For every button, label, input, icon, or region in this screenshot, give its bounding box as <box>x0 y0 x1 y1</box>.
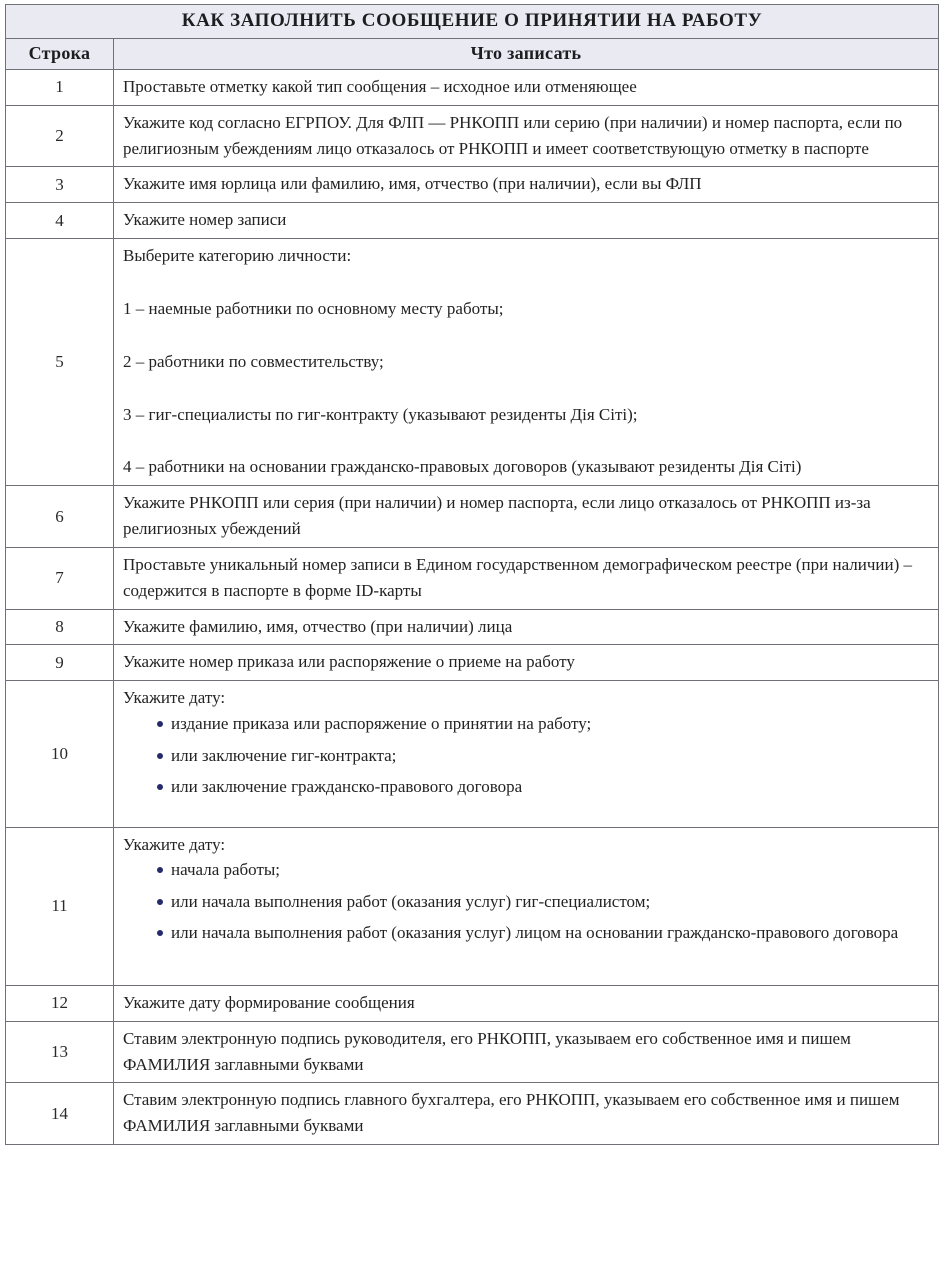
instruction-cell <box>114 239 939 486</box>
table-row <box>6 645 939 681</box>
cell-bottom-spacer <box>123 800 930 822</box>
instruction-cell <box>114 203 939 239</box>
instruction-text-block <box>123 990 930 1016</box>
table-row <box>6 1021 939 1083</box>
row-number-cell: 8 <box>6 609 114 645</box>
instruction-paragraph: Проставьте уникальный номер записи в Едином государственном демографическом реестре (при наличии) – содержится в паспорте в форме ID-карты <box>123 554 913 600</box>
table-row <box>6 105 939 167</box>
instruction-paragraph: Ставим электронную подпись руководителя, его РНКОПП, указываем его собственное имя и пишем ФАМИЛИЯ заглавными буквами <box>123 1028 851 1074</box>
table-row <box>6 681 939 827</box>
table-header <box>6 5 939 70</box>
instruction-bullet-item: или заключение гражданско-правового договора <box>157 774 930 800</box>
instruction-bullet-list <box>123 711 930 800</box>
instruction-bullet-list <box>123 857 930 946</box>
instruction-cell <box>114 547 939 609</box>
instruction-text-block <box>123 552 930 604</box>
instruction-text-block <box>123 832 930 858</box>
table-row <box>6 167 939 203</box>
instruction-cell <box>114 1021 939 1083</box>
table-row <box>6 1083 939 1145</box>
row-number-cell: 4 <box>6 203 114 239</box>
table-row <box>6 985 939 1021</box>
row-number-cell: 11 <box>6 827 114 985</box>
instruction-paragraph: Укажите РНКОПП или серия (при наличии) и номер паспорта, если лицо отказалось от РНКОПП из-за религиозных убеждений <box>123 493 871 539</box>
instruction-cell <box>114 645 939 681</box>
table-row <box>6 827 939 985</box>
instruction-paragraph: Проставьте отметку какой тип сообщения – исходное или отменяющее <box>123 77 637 96</box>
instruction-paragraph: Укажите фамилию, имя, отчество (при наличии) лица <box>123 616 513 636</box>
table-row <box>6 486 939 548</box>
row-number-cell: 12 <box>6 985 114 1021</box>
instruction-cell <box>114 70 939 106</box>
instruction-cell <box>114 105 939 167</box>
instruction-cell <box>114 681 939 827</box>
instruction-text-block <box>123 110 930 162</box>
instruction-text-block <box>123 1026 930 1078</box>
table-row <box>6 547 939 609</box>
instruction-bullet-item: или начала выполнения работ (оказания услуг) гиг-специалистом; <box>157 889 930 915</box>
instruction-paragraph: Выберите категорию личности: <box>123 246 352 266</box>
fill-instructions-table <box>5 4 939 1145</box>
instruction-text-block <box>123 243 930 480</box>
row-number-cell: 6 <box>6 486 114 548</box>
document-title: КАК ЗАПОЛНИТЬ СООБЩЕНИЕ О ПРИНЯТИИ НА РАБОТУ <box>6 5 939 39</box>
instruction-bullet-item: или начала выполнения работ (оказания услуг) лицом на основании гражданско-правового договора <box>157 920 930 946</box>
instruction-text-block <box>123 490 930 542</box>
table-title-row <box>6 5 939 39</box>
instruction-text-block <box>123 171 930 197</box>
column-header-what-to-write: Что записать <box>114 39 939 70</box>
instruction-cell <box>114 609 939 645</box>
instruction-paragraph: Укажите дату: <box>123 834 226 854</box>
instruction-paragraph: 2 – работники по совместительству; <box>123 351 384 371</box>
instruction-text-block <box>123 649 930 675</box>
instruction-bullet-item: издание приказа или распоряжение о принятии на работу; <box>157 711 930 737</box>
instruction-bullet-item: или заключение гиг-контракта; <box>157 743 930 769</box>
instruction-paragraph: Ставим электронную подпись главного бухгалтера, его РНКОПП, указываем его собственное имя и пишем ФАМИЛИЯ заглавными буквами <box>123 1090 900 1136</box>
instruction-paragraph: 3 – гиг-специалисты по гиг-контракту (указывают резиденты Дія Сіті); <box>123 404 638 424</box>
instruction-text-block <box>123 1087 930 1139</box>
table-row <box>6 70 939 106</box>
instruction-cell <box>114 486 939 548</box>
instruction-cell <box>114 827 939 985</box>
instruction-text-block <box>123 207 930 233</box>
table-body <box>6 70 939 1145</box>
instruction-paragraph: Укажите номер приказа или распоряжение о приеме на работу <box>123 652 575 672</box>
table-row <box>6 203 939 239</box>
row-number-cell: 2 <box>6 105 114 167</box>
row-number-cell: 7 <box>6 547 114 609</box>
row-number-cell: 5 <box>6 239 114 486</box>
row-number-cell: 1 <box>6 70 114 106</box>
instruction-paragraph: 1 – наемные работники по основному месту работы; <box>123 298 504 318</box>
row-number-cell: 3 <box>6 167 114 203</box>
row-number-cell: 10 <box>6 681 114 827</box>
instruction-cell <box>114 1083 939 1145</box>
instruction-paragraph: Укажите дату: <box>123 688 226 708</box>
table-column-header-row <box>6 39 939 70</box>
instruction-cell <box>114 167 939 203</box>
cell-bottom-spacer <box>123 946 930 980</box>
row-number-cell: 14 <box>6 1083 114 1145</box>
table-row <box>6 239 939 486</box>
instruction-bullet-item: начала работы; <box>157 857 930 883</box>
instruction-text-block <box>123 614 930 640</box>
instruction-paragraph: Укажите имя юрлица или фамилию, имя, отчество (при наличии), если вы ФЛП <box>123 174 702 194</box>
column-header-row-number: Строка <box>6 39 114 70</box>
instruction-cell <box>114 985 939 1021</box>
instruction-paragraph: Укажите дату формирование сообщения <box>123 992 415 1012</box>
row-number-cell: 13 <box>6 1021 114 1083</box>
instruction-text-block <box>123 685 930 711</box>
instruction-paragraph: 4 – работники на основании гражданско-правовых договоров (указывают резиденты Дія Сіті) <box>123 457 802 477</box>
row-number-cell: 9 <box>6 645 114 681</box>
instruction-text-block <box>123 74 930 100</box>
instruction-paragraph: Укажите код согласно ЕГРПОУ. Для ФЛП — РНКОПП или серию (при наличии) и номер паспорта, если по религиозным убеждениям лицо отказалось от РНКОПП и имеет соответствующую отметку в паспорте <box>123 112 903 158</box>
table-row <box>6 609 939 645</box>
instruction-paragraph: Укажите номер записи <box>123 210 287 230</box>
